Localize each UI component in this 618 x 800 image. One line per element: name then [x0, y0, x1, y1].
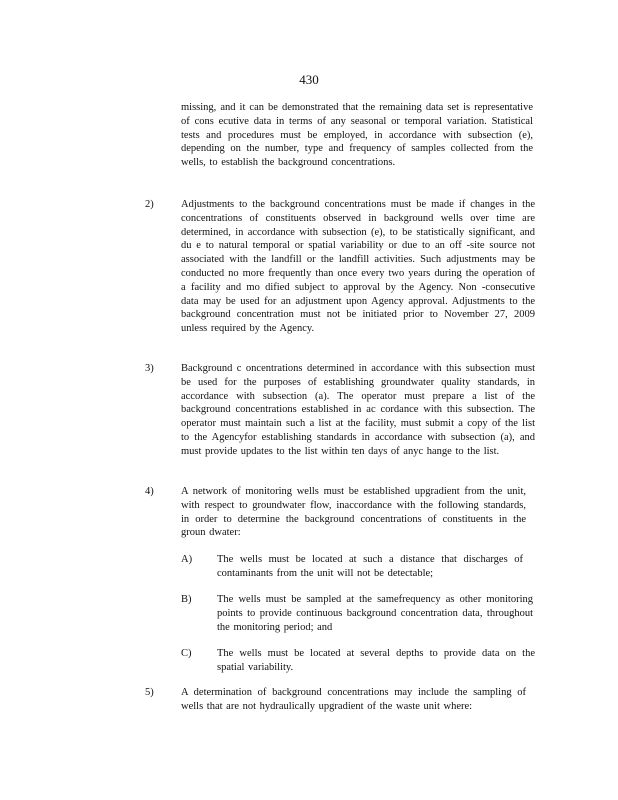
subitem-c-text: The wells must be located at several depths to provide data on the spatial variability. [217, 648, 535, 673]
subitem-c-label: C) [181, 648, 192, 659]
item-4-label: 4) [145, 486, 154, 497]
item-3-text: Background c oncentrations determined in accordance with this subsection must be used for the purposes of establishing groundwater quality standards, in accordance with subsection (a). The operator must prepare a list of the background concentrations established in ac cordance with this subsection. The operator must maintain such a list at the facility, must submit a copy of the list to the Agencyfor establishing standards in accordance with subsection (a), and must provide updates to the list within ten days of anyc hange to the list. [181, 363, 535, 457]
page-number: 430 [299, 72, 319, 87]
item-4-text: A network of monitoring wells must be established upgradient from the unit, with respect to groundwater flow, inaccordance with the following standards, in order to determine the background concentrations of constituents in the groun dwater: [181, 486, 526, 539]
continued-paragraph: missing, and it can be demonstrated that the remaining data set is representative of cons ecutive data in terms of any seasonal or temporal variation. Statistical tests and procedures must be employed, in accordance with subsection (e), depending on the number, type and frequency of samples collected from the wells, to establish the background concentrations. [181, 102, 533, 169]
item-5-text: A determination of background concentrations may include the sampling of wells that are not hydraulically upgradient of the waste unit where: [181, 687, 526, 712]
subitem-a-text: The wells must be located at such a distance that discharges of contaminants from the unit will not be detectable; [217, 554, 523, 579]
subitem-b-text: The wells must be sampled at the samefrequency as other monitoring points to provide continuous background concentration data, throughout the monitoring period; and [217, 594, 533, 633]
item-2-text: Adjustments to the background concentrations must be made if changes in the concentrations of constituents observed in background wells over time are determined, in accordance with subsection (e), to be statistically significant, and du e to natural temporal or spatial variability or due to an off -site source not associated with the landfill or the landfill activities. Such adjustments may be conducted no more frequently than once every two years during the operation of a facility and mo dified subject to approval by the Agency. Non -consecutive data may be used for an adjustment upon Agency approval. Adjustments to the background concentration must not be initiated prior to November 27, 2009 unless required by the Agency. [181, 199, 535, 335]
subitem-a-label: A) [181, 554, 193, 565]
subitem-b-label: B) [181, 594, 192, 605]
item-3-label: 3) [145, 363, 154, 374]
item-5-label: 5) [145, 687, 154, 698]
item-2-label: 2) [145, 199, 154, 210]
